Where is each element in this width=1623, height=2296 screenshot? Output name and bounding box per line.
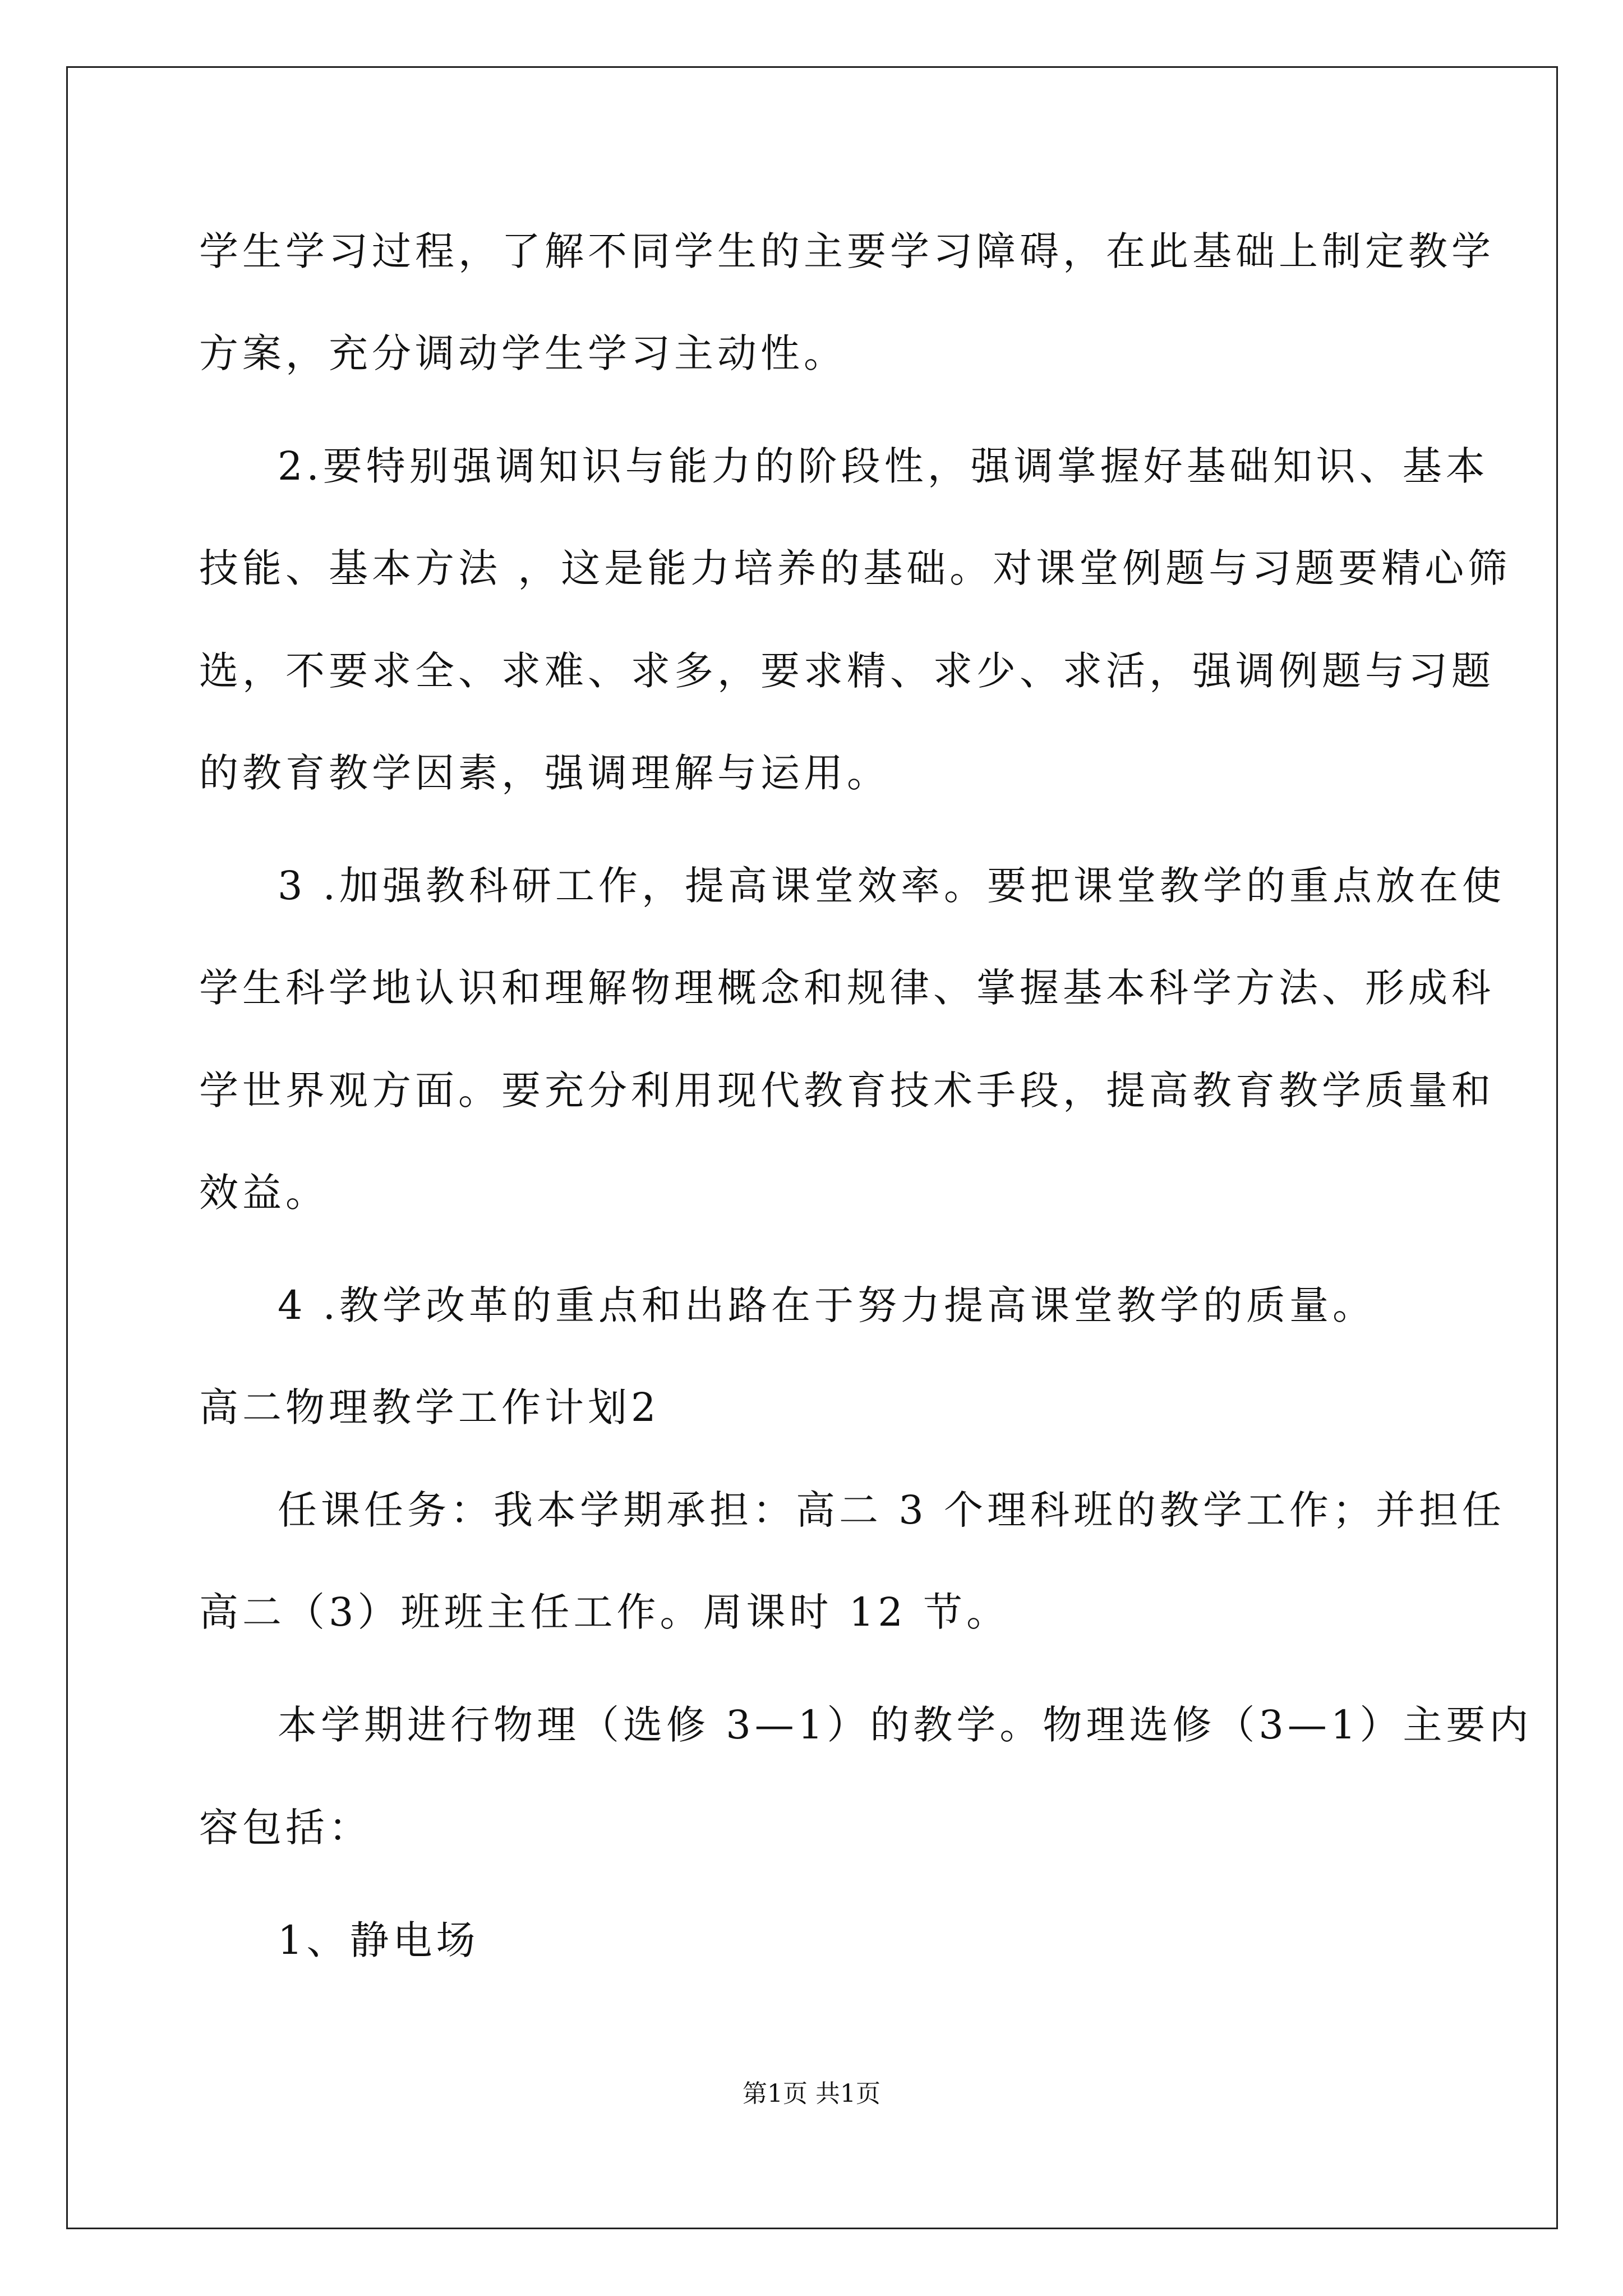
text-line: 学世界观方面。要充分利用现代教育技术手段，提高教育教学质量和 bbox=[199, 1068, 1495, 1114]
paragraph-start-line: 3 .加强教科研工作，提高课堂效率。要把课堂教学的重点放在使 bbox=[278, 863, 1506, 909]
list-item: 1、静电场 bbox=[278, 1917, 479, 1963]
text-line: 技能、基本方法 ，这是能力培养的基础。对课堂例题与习题要精心筛 bbox=[199, 545, 1511, 591]
paragraph-start-line: 2.要特别强调知识与能力的阶段性，强调掌握好基础知识、基本 bbox=[278, 443, 1489, 489]
text-line: 的教育教学因素，强调理解与运用。 bbox=[199, 750, 890, 796]
page-number-footer: 第1页 共1页 bbox=[743, 2079, 880, 2108]
paragraph-start-line: 任课任务：我本学期承担：高二 3 个理科班的教学工作；并担任 bbox=[278, 1487, 1506, 1533]
text-line: 学生学习过程，了解不同学生的主要学习障碍，在此基础上制定教学 bbox=[199, 228, 1495, 274]
paragraph-start-line: 4 .教学改革的重点和出路在于努力提高课堂教学的质量。 bbox=[278, 1282, 1376, 1328]
text-line: 方案，充分调动学生学习主动性。 bbox=[199, 330, 847, 376]
section-heading: 高二物理教学工作计划2 bbox=[199, 1384, 660, 1430]
text-line: 容包括： bbox=[199, 1805, 372, 1851]
text-line: 选，不要求全、求难、求多，要求精、求少、求活，强调例题与习题 bbox=[199, 648, 1495, 694]
page-border bbox=[66, 66, 1558, 2229]
paragraph-start-line: 本学期进行物理（选修 3—1）的教学。物理选修（3—1）主要内 bbox=[278, 1702, 1533, 1748]
text-line: 效益。 bbox=[199, 1170, 329, 1216]
text-line: 学生科学地认识和理解物理概念和规律、掌握基本科学方法、形成科 bbox=[199, 965, 1495, 1011]
text-line: 高二（3）班班主任工作。周课时 12 节。 bbox=[199, 1589, 1010, 1635]
